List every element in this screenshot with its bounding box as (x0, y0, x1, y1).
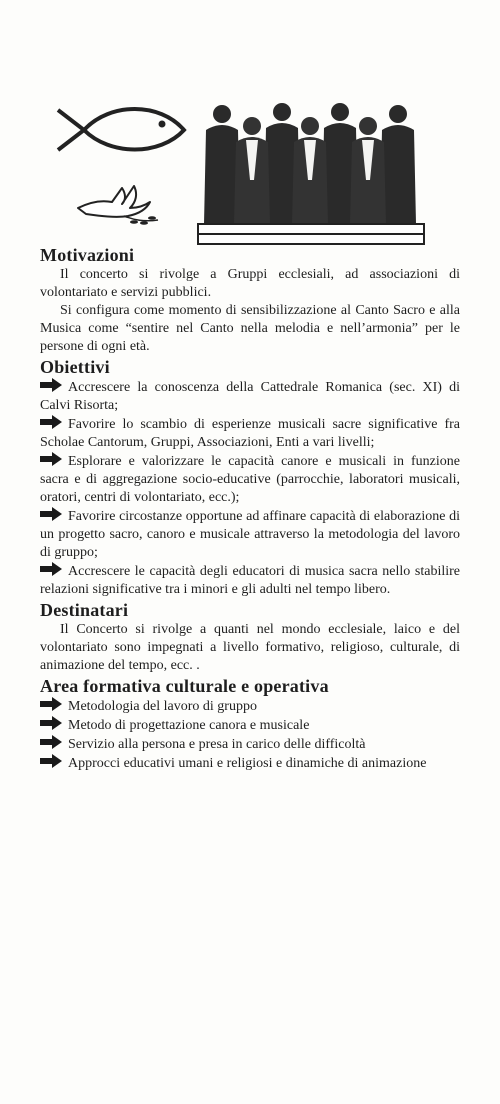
arrow-right-icon (40, 697, 62, 711)
section-motivazioni (40, 244, 460, 356)
illustrations (0, 0, 500, 250)
list-item: Accrescere la conoscenza della Cattedrale Romanica (sec. XI) di Calvi Risorta; (40, 380, 460, 413)
paragraph: Si configura come momento di sensibilizzazione al Canto Sacro e alla Musica come “sentire nel Canto nella melodia e nell’armonia” per le persone di ogni età. (40, 303, 460, 354)
heading-motivazioni: Motivazioni (40, 245, 135, 265)
choir-icon (196, 100, 426, 250)
list-item: Favorire circostanze opportune ad affinare capacità di elaborazione di un progetto sacro, canoro e musicale attraverso la metodologia del lavoro di gruppo; (40, 509, 460, 560)
list-item: Esplorare e valorizzare le capacità canore e musicali in funzione sacra e di aggregazione socio-educative (parrocchie, laboratori musicali, oratori, centri di volontariato, ecc.); (40, 454, 460, 505)
heading-destinatari: Destinatari (40, 600, 129, 620)
heading-area-formativa: Area formativa culturale e operativa (40, 676, 329, 696)
dove-icon (72, 180, 162, 230)
list-item: Approcci educativi umani e religiosi e dinamiche di animazione (40, 754, 460, 773)
section-destinatari (40, 599, 460, 675)
fish-icon (50, 100, 190, 160)
arrow-right-icon (40, 735, 62, 749)
list-item: Metodo di progettazione canora e musicale (40, 716, 460, 735)
section-area-formativa (40, 675, 460, 773)
brochure-content (40, 244, 460, 773)
arrow-right-icon (40, 754, 62, 768)
list-item: Favorire lo scambio di esperienze musicali sacre significative fra Scholae Cantorum, Gruppi, Associazioni, Enti a vari livelli; (40, 417, 460, 450)
heading-obiettivi: Obiettivi (40, 357, 110, 377)
arrow-right-icon (40, 452, 62, 466)
section-obiettivi (40, 356, 460, 599)
list-item: Accrescere le capacità degli educatori di musica sacra nello stabilire relazioni significative tra i minori e gli adulti nel tempo libero. (40, 564, 460, 597)
list-item: Metodologia del lavoro di gruppo (40, 697, 460, 716)
arrow-right-icon (40, 562, 62, 576)
arrow-right-icon (40, 415, 62, 429)
arrow-right-icon (40, 716, 62, 730)
arrow-right-icon (40, 507, 62, 521)
paragraph: Il Concerto si rivolge a quanti nel mondo ecclesiale, laico e del volontariato sono impegnati a livello formativo, religioso, culturale, di animazione del tempo, ecc. . (40, 622, 460, 673)
list-item: Servizio alla persona e presa in carico delle difficoltà (40, 735, 460, 754)
paragraph: Il concerto si rivolge a Gruppi ecclesiali, ad associazioni di volontariato e servizi pubblici. (40, 267, 460, 300)
arrow-right-icon (40, 378, 62, 392)
